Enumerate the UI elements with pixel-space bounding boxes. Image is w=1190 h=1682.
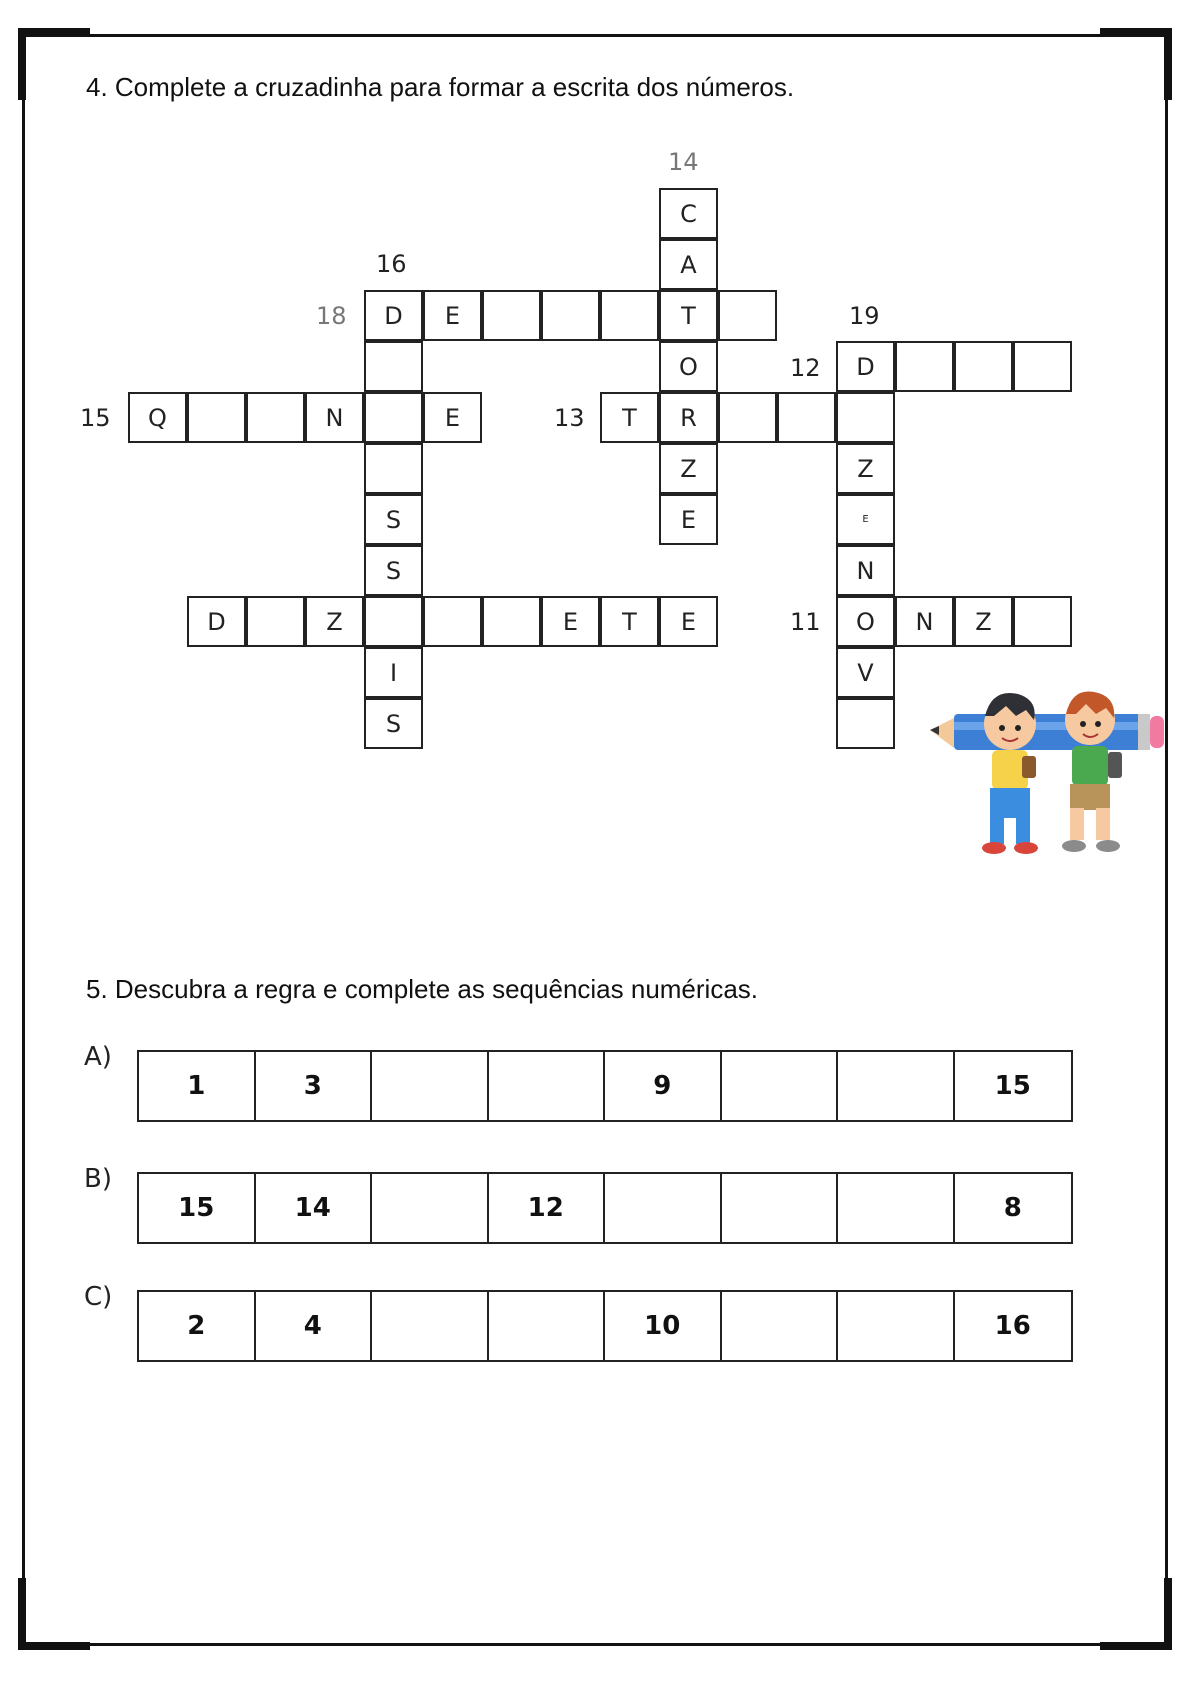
crossword-cell[interactable] (836, 698, 895, 749)
clue-number: 13 (554, 404, 585, 432)
clue-number: 18 (316, 302, 347, 330)
crossword-cell[interactable] (600, 290, 659, 341)
sequence-cell[interactable] (838, 1292, 955, 1360)
crossword-cell[interactable]: D (364, 290, 423, 341)
clue-number: 15 (80, 404, 111, 432)
crossword-cell[interactable] (246, 392, 305, 443)
crossword-cell[interactable]: C (659, 188, 718, 239)
sequence-cell[interactable] (372, 1174, 489, 1242)
crossword-cell[interactable] (187, 392, 246, 443)
sequence-cell[interactable]: 2 (139, 1292, 256, 1360)
sequence-cell[interactable]: 15 (994, 1071, 1031, 1101)
sequence-label: C) (84, 1282, 113, 1312)
crossword-cell[interactable] (482, 596, 541, 647)
crossword-cell[interactable]: D (187, 596, 246, 647)
crossword-cell[interactable]: N (895, 596, 954, 647)
sequence-cell[interactable]: 12 (489, 1174, 606, 1242)
crossword-cell[interactable] (895, 341, 954, 392)
question-5-title: 5. Descubra a regra e complete as sequências numéricas. (86, 974, 759, 1004)
sequence-cell[interactable]: 15 (139, 1174, 256, 1242)
sequence-cell[interactable]: 10 (605, 1292, 722, 1360)
sequence-cell[interactable] (605, 1174, 722, 1242)
crossword-cell[interactable] (246, 596, 305, 647)
crossword-cell[interactable] (718, 392, 777, 443)
crossword-cell[interactable]: V (836, 647, 895, 698)
crossword-cell[interactable]: N (305, 392, 364, 443)
sequence-cell[interactable]: 1 (139, 1052, 256, 1120)
crossword-cell[interactable]: O (659, 341, 718, 392)
sequence-cell[interactable]: 16 (994, 1311, 1031, 1341)
sequence-cell[interactable]: 3 (256, 1052, 373, 1120)
sequence-cell[interactable]: 8 (1003, 1193, 1022, 1223)
sequence-label: B) (84, 1164, 112, 1194)
frame-corner-bottom-right (1100, 1642, 1172, 1650)
crossword-cell[interactable]: O (836, 596, 895, 647)
sequence-cell[interactable] (838, 1052, 955, 1120)
crossword-cell[interactable] (1013, 596, 1072, 647)
crossword-cell[interactable]: I (364, 647, 423, 698)
crossword-cell[interactable] (482, 290, 541, 341)
sequence-cell[interactable] (372, 1052, 489, 1120)
sequence-row (137, 1172, 1073, 1244)
crossword-cell[interactable] (718, 290, 777, 341)
crossword-cell[interactable]: R (659, 392, 718, 443)
crossword-cell[interactable] (836, 392, 895, 443)
clue-number: 19 (849, 302, 880, 330)
sequence-cell[interactable] (722, 1052, 839, 1120)
crossword-cell[interactable]: Z (305, 596, 364, 647)
crossword-cell[interactable]: Q (128, 392, 187, 443)
sequence-row (137, 1050, 1073, 1122)
crossword-cell[interactable] (1013, 341, 1072, 392)
crossword-cell[interactable]: E (659, 596, 718, 647)
clue-number: 16 (376, 250, 407, 278)
crossword-cell[interactable] (364, 341, 423, 392)
crossword-cell[interactable]: Z (659, 443, 718, 494)
crossword-cell[interactable] (541, 290, 600, 341)
crossword-cell[interactable]: E (423, 392, 482, 443)
crossword-cell[interactable]: Z (836, 443, 895, 494)
crossword-cell[interactable] (364, 596, 423, 647)
sequence-cell[interactable]: 4 (256, 1292, 373, 1360)
crossword-cell[interactable]: S (364, 545, 423, 596)
crossword-cell[interactable] (954, 341, 1013, 392)
sequence-cell[interactable] (489, 1052, 606, 1120)
crossword-cell[interactable]: E (423, 290, 482, 341)
crossword-cell[interactable]: T (600, 596, 659, 647)
question-4-title: 4. Complete a cruzadinha para formar a escrita dos números. (86, 72, 795, 102)
crossword-cell[interactable]: E (659, 494, 718, 545)
sequence-cell[interactable]: 14 (256, 1174, 373, 1242)
clue-number: 11 (790, 608, 821, 636)
sequence-cell[interactable] (722, 1292, 839, 1360)
sequence-cell[interactable] (722, 1174, 839, 1242)
frame-corner-bottom-right-v (1164, 1578, 1172, 1650)
clue-number: 12 (790, 354, 821, 382)
frame-corner-bottom-left-v (18, 1578, 26, 1650)
crossword-grid (0, 0, 1190, 760)
sequence-cell[interactable]: 9 (605, 1052, 722, 1120)
sequence-cell[interactable] (372, 1292, 489, 1360)
crossword-cell[interactable] (364, 443, 423, 494)
crossword-cell[interactable]: T (659, 290, 718, 341)
crossword-cell[interactable] (777, 392, 836, 443)
crossword-cell[interactable]: N (836, 545, 895, 596)
frame-corner-bottom-left (18, 1642, 90, 1650)
crossword-cell[interactable]: Z (954, 596, 1013, 647)
crossword-cell[interactable]: E (836, 494, 895, 545)
crossword-cell[interactable]: T (600, 392, 659, 443)
crossword-cell[interactable] (423, 596, 482, 647)
clue-number: 14 (668, 148, 699, 176)
crossword-cell[interactable]: E (541, 596, 600, 647)
crossword-cell[interactable]: A (659, 239, 718, 290)
sequence-cell[interactable] (489, 1292, 606, 1360)
crossword-cell[interactable] (364, 392, 423, 443)
crossword-cell[interactable]: S (364, 494, 423, 545)
sequence-cell[interactable] (838, 1174, 955, 1242)
kids-pencil-illustration (930, 670, 1170, 870)
crossword-cell[interactable]: D (836, 341, 895, 392)
sequence-label: A) (84, 1042, 112, 1072)
sequence-row (137, 1290, 1073, 1362)
crossword-cell[interactable]: S (364, 698, 423, 749)
